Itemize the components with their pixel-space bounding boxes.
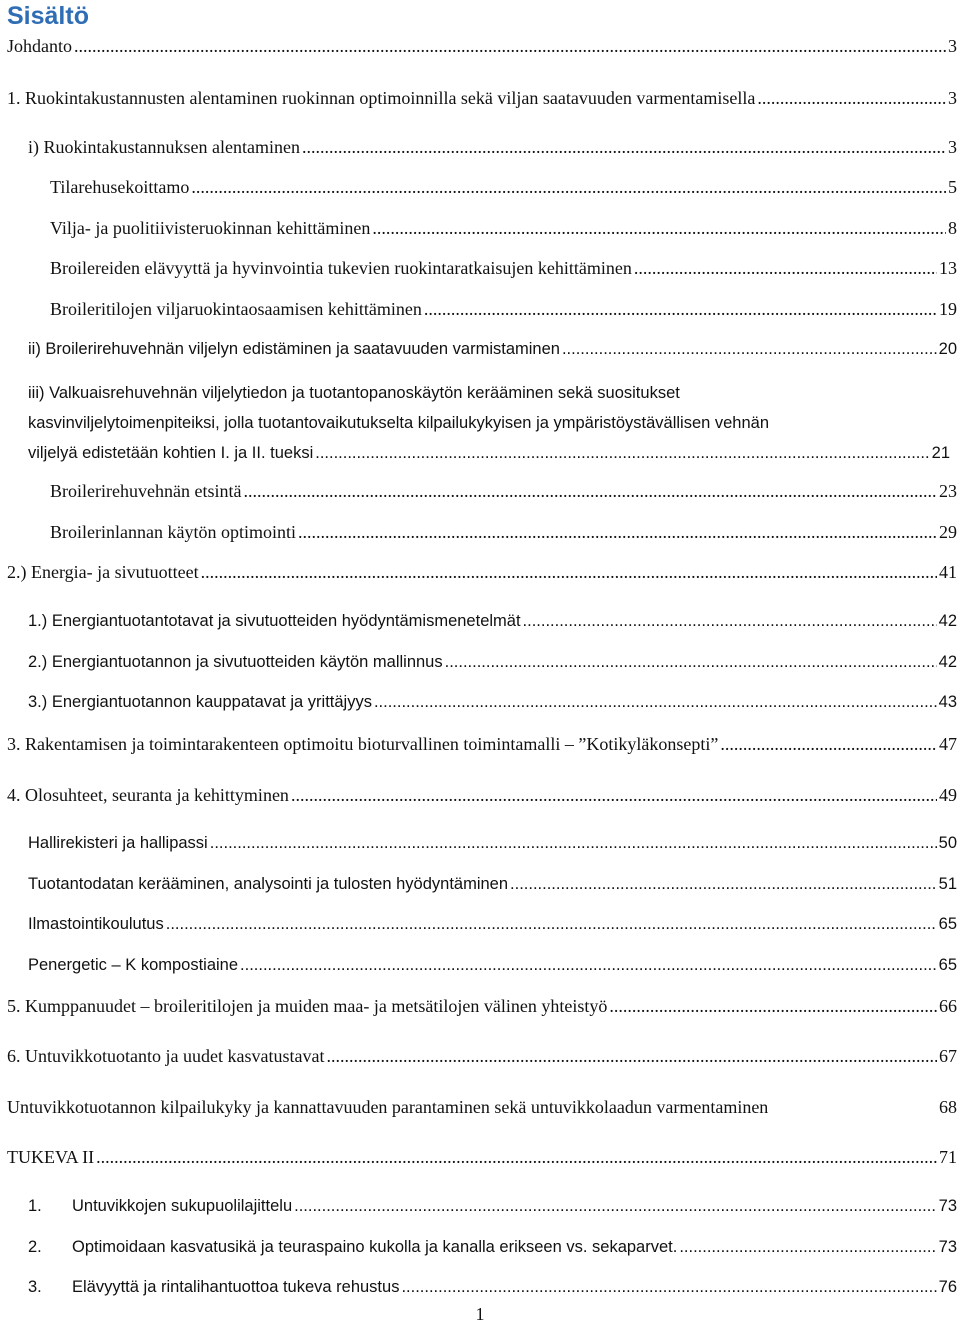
toc-entry-text: Hallirekisteri ja hallipassi bbox=[28, 834, 208, 852]
toc-entry-text: Tuotantodatan kerääminen, analysointi ja tulosten hyödyntäminen bbox=[28, 875, 509, 893]
dot-leader bbox=[96, 1147, 937, 1168]
toc-entry-text: ii) Broilerirehuvehnän viljelyn edistäminen ja saatavuuden varmistaminen bbox=[28, 340, 560, 358]
toc-entry-text: 6. Untuvikkotuotanto ja uudet kasvatustavat bbox=[7, 1046, 325, 1066]
toc-entry-tukeva-ii[interactable] bbox=[0, 1147, 960, 1173]
toc-entry-section-2-1[interactable] bbox=[0, 612, 960, 638]
toc-page-number: 51 bbox=[938, 875, 957, 893]
toc-heading: Sisältö bbox=[7, 2, 89, 30]
dot-leader bbox=[424, 299, 937, 320]
toc-entry-line: iii) Valkuaisrehuvehnän viljelytiedon ja tuotantopanoskäytön kerääminen sekä suositukset bbox=[28, 384, 680, 402]
toc-entry-tuotantodata[interactable] bbox=[0, 875, 960, 901]
toc-entry-line: viljelyä edistetään kohtien I. ja II. tueksi bbox=[28, 444, 314, 462]
toc-entry-section-5[interactable] bbox=[0, 996, 960, 1022]
toc-page-number: 67 bbox=[939, 1046, 957, 1066]
toc-page-number: 41 bbox=[939, 562, 957, 582]
toc-page-number: 66 bbox=[939, 996, 957, 1016]
toc-entry-tukeva-2[interactable] bbox=[0, 1238, 960, 1264]
toc-entry-number: 1. bbox=[28, 1197, 42, 1215]
toc-entry-text: Vilja- ja puolitiivisteruokinnan kehittäminen bbox=[50, 218, 371, 238]
toc-entry-broilerinlannan[interactable] bbox=[0, 522, 960, 548]
toc-entry-untuvikkotuotannon[interactable] bbox=[0, 1097, 960, 1123]
toc-entry-penergetic[interactable] bbox=[0, 956, 960, 982]
toc-entry-text: 1.) Energiantuotantotavat ja sivutuotteiden hyödyntämismenetelmät bbox=[28, 612, 521, 630]
toc-entry-number: 2. bbox=[28, 1238, 42, 1256]
toc-page-number: 20 bbox=[938, 340, 957, 358]
dot-leader bbox=[720, 734, 937, 755]
toc-entry-text: 5. Kumppanuudet – broileritilojen ja muiden maa- ja metsätilojen välinen yhteistyö bbox=[7, 996, 608, 1016]
toc-page-number: 68 bbox=[939, 1097, 957, 1117]
toc-entry-number: 3. bbox=[28, 1278, 42, 1296]
toc-page-number: 73 bbox=[938, 1238, 957, 1256]
toc-entry-text: Broilerinlannan käytön optimointi bbox=[50, 522, 296, 542]
toc-entry-broilerirehuvehnan-etsinta[interactable] bbox=[0, 481, 960, 507]
toc-entry-section-1-iii[interactable] bbox=[28, 378, 953, 468]
toc-page-number: 5 bbox=[948, 177, 957, 197]
toc-page-number: 76 bbox=[938, 1278, 957, 1296]
toc-entry-text: Tilarehusekoittamo bbox=[50, 177, 190, 197]
toc-entry-text: 3. Rakentamisen ja toimintarakenteen optimoitu bioturvallinen toimintamalli – ”Kotikyläkonsepti” bbox=[7, 734, 719, 754]
toc-entry-section-3[interactable] bbox=[0, 734, 960, 760]
toc-entry-text: Broilereiden elävyyttä ja hyvinvointia tukevien ruokintaratkaisujen kehittäminen bbox=[50, 258, 632, 278]
toc-entry-text: Broileritilojen viljaruokintaosaamisen kehittäminen bbox=[50, 299, 422, 319]
page-number-footer: 1 bbox=[475, 1304, 485, 1324]
dot-leader bbox=[210, 834, 937, 853]
toc-page-number: 23 bbox=[939, 481, 957, 501]
toc-entry-text: 1. Ruokintakustannusten alentaminen ruokinnan optimoinnilla sekä viljan saatavuuden varmentamisella bbox=[7, 88, 756, 108]
toc-entry-section-6[interactable] bbox=[0, 1046, 960, 1072]
toc-entry-tukeva-3[interactable] bbox=[0, 1278, 960, 1304]
toc-entry-text: Penergetic – K kompostiaine bbox=[28, 956, 239, 974]
toc-entry-text: TUKEVA II bbox=[7, 1147, 95, 1167]
toc-page-number: 3 bbox=[948, 36, 957, 56]
dot-leader bbox=[166, 915, 937, 934]
toc-page-number: 42 bbox=[938, 612, 957, 630]
toc-entry-text: Ilmastointikoulutus bbox=[28, 915, 164, 933]
dot-leader bbox=[679, 1238, 936, 1257]
toc-entry-johdanto[interactable] bbox=[0, 36, 960, 62]
toc-entry-text: 2.) Energia- ja sivutuotteet bbox=[7, 562, 199, 582]
toc-entry-section-2[interactable] bbox=[0, 562, 960, 588]
dot-leader bbox=[201, 562, 937, 583]
toc-page-number: 43 bbox=[938, 693, 957, 711]
toc-entry-hallirekisteri[interactable] bbox=[0, 834, 960, 860]
toc-page-number: 65 bbox=[938, 956, 957, 974]
dot-leader bbox=[298, 522, 937, 543]
dot-leader bbox=[523, 612, 937, 631]
toc-entry-text: Johdanto bbox=[7, 36, 72, 56]
toc-page-number: 3 bbox=[948, 137, 957, 157]
dot-leader bbox=[315, 438, 929, 468]
toc-entry-text: Broilerirehuvehnän etsintä bbox=[50, 481, 242, 501]
toc-entry-text: 4. Olosuhteet, seuranta ja kehittyminen bbox=[7, 785, 289, 805]
toc-page-number: 8 bbox=[948, 218, 957, 238]
dot-leader bbox=[372, 218, 946, 239]
dot-leader bbox=[609, 996, 937, 1017]
toc-entry-text: Untuvikkojen sukupuolilajittelu bbox=[72, 1197, 293, 1215]
toc-entry-line: kasvinviljelytoimenpiteiksi, jolla tuotantovaikutukselta kilpailukykyisen ja ympäristöystävällisen vehnän bbox=[28, 414, 770, 432]
toc-page-number: 50 bbox=[938, 834, 957, 852]
dot-leader bbox=[401, 1278, 936, 1297]
toc-entry-section-1-ii[interactable] bbox=[0, 340, 960, 366]
toc-page-number: 42 bbox=[938, 653, 957, 671]
dot-leader bbox=[74, 36, 946, 57]
dot-leader bbox=[445, 653, 937, 672]
dot-leader bbox=[374, 693, 937, 712]
toc-entry-tukeva-1[interactable] bbox=[0, 1197, 960, 1223]
toc-page-number: 19 bbox=[939, 299, 957, 319]
toc-entry-text: i) Ruokintakustannuksen alentaminen bbox=[28, 137, 300, 157]
toc-entry-tilarehusekoittamo[interactable] bbox=[0, 177, 960, 203]
toc-entry-text: Optimoidaan kasvatusikä ja teuraspaino kukolla ja kanalla erikseen vs. sekaparvet. bbox=[72, 1238, 678, 1256]
dot-leader bbox=[240, 956, 937, 975]
dot-leader bbox=[291, 785, 937, 806]
dot-leader bbox=[326, 1046, 937, 1067]
dot-leader bbox=[294, 1197, 937, 1216]
dot-leader bbox=[243, 481, 937, 502]
toc-entry-section-2-2[interactable] bbox=[0, 653, 960, 679]
toc-entry-text: 3.) Energiantuotannon kauppatavat ja yrittäjyys bbox=[28, 693, 372, 711]
toc-entry-section-1[interactable] bbox=[0, 88, 960, 114]
toc-entry-section-2-3[interactable] bbox=[0, 693, 960, 719]
toc-entry-broilereiden[interactable] bbox=[0, 258, 960, 284]
toc-page-number: 73 bbox=[938, 1197, 957, 1215]
toc-entry-text: 2.) Energiantuotannon ja sivutuotteiden käytön mallinnus bbox=[28, 653, 443, 671]
toc-page-number: 13 bbox=[939, 258, 957, 278]
toc-entry-vilja[interactable] bbox=[0, 218, 960, 244]
dot-leader bbox=[562, 340, 937, 359]
toc-entry-ilmastointikoulutus[interactable] bbox=[0, 915, 960, 941]
dot-leader bbox=[510, 875, 937, 894]
toc-entry-section-1-i[interactable] bbox=[0, 137, 960, 163]
toc-page-number: 71 bbox=[939, 1147, 957, 1167]
toc-page-number: 29 bbox=[939, 522, 957, 542]
dot-leader bbox=[191, 177, 946, 198]
toc-entry-text: Elävyyttä ja rintalihantuottoa tukeva rehustus bbox=[72, 1278, 400, 1296]
toc-entry-broileritilojen[interactable] bbox=[0, 299, 960, 325]
toc-entry-text: Untuvikkotuotannon kilpailukyky ja kannattavuuden parantaminen sekä untuvikkolaadun varmentaminen bbox=[7, 1097, 769, 1117]
toc-page-number: 65 bbox=[938, 915, 957, 933]
toc-page-number: 3 bbox=[948, 88, 957, 108]
toc-page-number: 21 bbox=[931, 444, 950, 462]
dot-leader bbox=[302, 137, 946, 158]
dot-leader bbox=[757, 88, 946, 109]
dot-leader bbox=[634, 258, 937, 279]
toc-entry-section-4[interactable] bbox=[0, 785, 960, 811]
toc-page-number: 49 bbox=[939, 785, 957, 805]
toc-page-number: 47 bbox=[939, 734, 957, 754]
